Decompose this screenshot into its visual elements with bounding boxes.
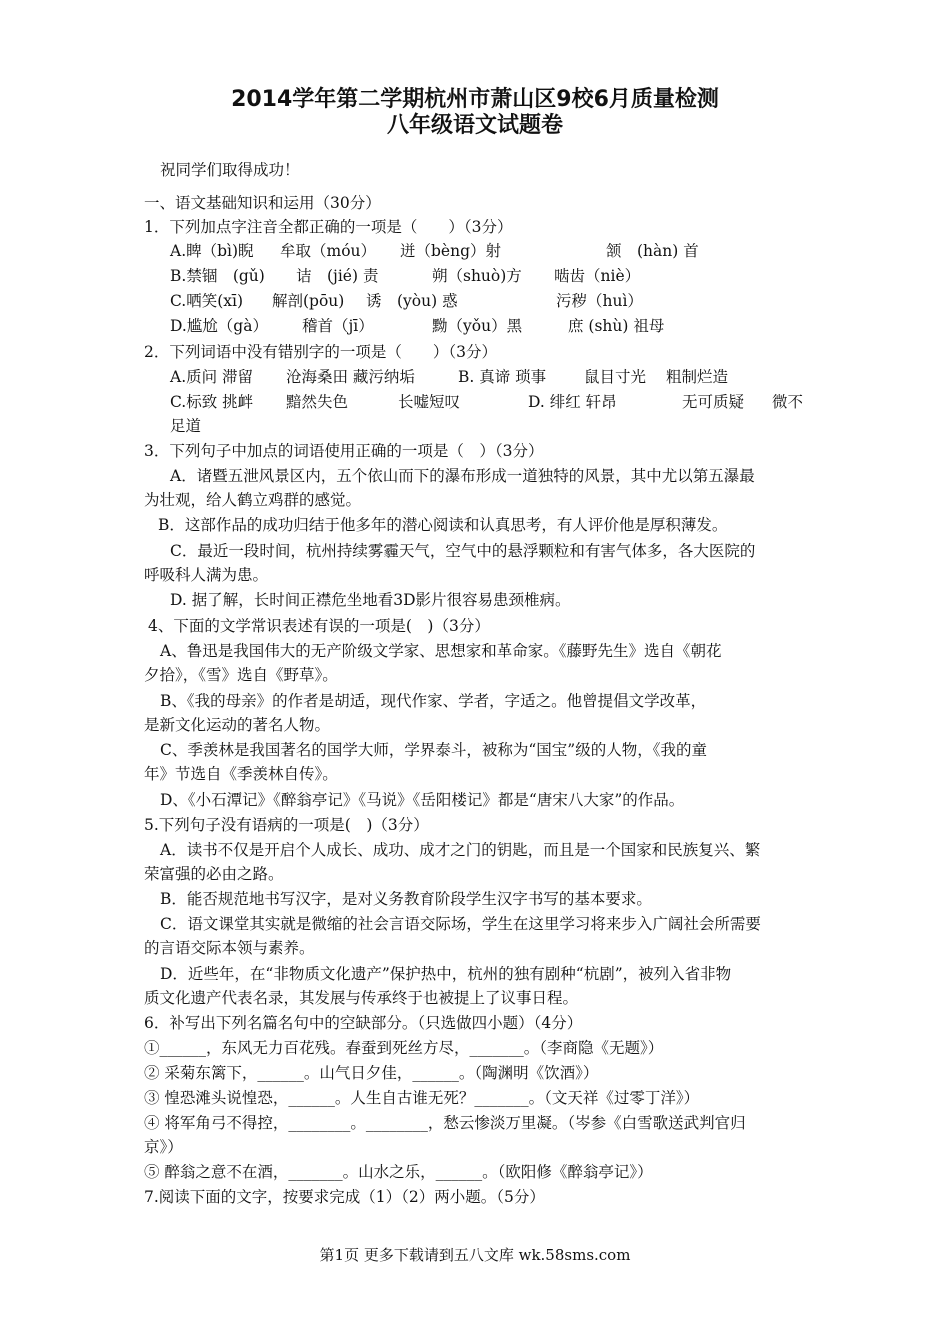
q5-d-line1: D．近些年，在“非物质文化遗产”保护热中，杭州的独有剧种“杭剧”，被列入省非物 <box>160 965 732 983</box>
q6-item-5: ⑤ 醉翁之意不在酒，_______。山水之乐，______。（欧阳修《醉翁亭记》） <box>144 1163 653 1181</box>
q1-d-1: D.尴尬（gà） <box>170 317 268 335</box>
q1-b-3: 朔（shuò)方 <box>432 267 522 285</box>
q6-item-4-line1: ④ 将军角弓不得控，________。________，愁云惨淡万里凝。（岑参《白雪歌送武判官归 <box>144 1114 746 1132</box>
q1-b-4: 啮齿（niè） <box>554 267 641 285</box>
q2-r2-1: C.标致 挑衅 <box>170 393 254 411</box>
q1-d-2: 稽首（jī） <box>302 317 374 335</box>
exam-title: 2014学年第二学期杭州市萧山区9校6月质量检测 <box>231 87 719 112</box>
q3-stem: 3．下列句子中加点的词语使用正确的一项是（ ）（3分） <box>144 442 544 460</box>
q2-r1-3: B. 真谛 琐事 <box>458 368 547 386</box>
q6-stem: 6．补写出下列名篇名句中的空缺部分。（只选做四小题）（4分） <box>144 1014 583 1032</box>
q4-stem: 4、下面的文学常识表述有误的一项是( )（3分） <box>148 617 490 635</box>
q6-item-4-line2: 京》） <box>144 1138 183 1156</box>
q2-r1-5: 粗制烂造 <box>666 368 729 386</box>
q2-r2-3: 长嘘短叹 <box>398 393 461 411</box>
q1-c-4: 污秽（huì） <box>556 292 643 310</box>
q1-d-3: 黝（yǒu）黑 <box>432 317 523 335</box>
q1-c-3: 诱 (yòu) 惑 <box>366 292 458 310</box>
q4-a-line1: A、鲁迅是我国伟大的无产阶级文学家、思想家和革命家。《藤野先生》选自《朝花 <box>160 642 722 660</box>
q5-d-line2: 质文化遗产代表名录，其发展与传承终于也被提上了议事日程。 <box>144 989 579 1007</box>
q3-a-line1: A．诸暨五泄风景区内，五个依山而下的瀑布形成一道独特的风景，其中尤以第五瀑最 <box>170 467 755 485</box>
q1-a-1: A.睥（bì)睨 <box>170 242 254 260</box>
q1-a-2: 牟取（móu） <box>280 242 377 260</box>
q3-d-line1: D. 据了解，长时间正襟危坐地看3D影片很容易患颈椎病。 <box>170 591 571 609</box>
q2-r1-4: 鼠目寸光 <box>584 368 647 386</box>
q1-b-2: 诘 (jié) 责 <box>296 267 379 285</box>
q2-r1-2: 沧海桑田 藏污纳垢 <box>286 368 415 386</box>
q6-item-1: ①______，东风无力百花残。春蚕到死丝方尽，_______。（李商隐《无题》） <box>144 1039 664 1057</box>
q1-stem: 1．下列加点字注音全都正确的一项是（ ）（3分） <box>144 218 513 236</box>
page-footer: 第1页 更多下载请到五八文库 wk.58sms.com <box>319 1246 631 1264</box>
section-heading: 一、语文基础知识和运用（30分） <box>144 194 381 212</box>
q1-a-3: 迸（bèng）射 <box>400 242 502 260</box>
q4-b-line2: 是新文化运动的著名人物。 <box>144 716 331 734</box>
q3-b-line1: B．这部作品的成功归结于他多年的潜心阅读和认真思考，有人评价他是厚积薄发。 <box>158 516 728 534</box>
q5-c-line1: C．语文课堂其实就是微缩的社会言语交际场，学生在这里学习将来步入广阔社会所需要 <box>160 915 761 933</box>
q4-d-line1: D、《小石潭记》《醉翁亭记》《马说》《岳阳楼记》都是“唐宋八大家”的作品。 <box>160 791 685 809</box>
q4-c-line2: 年》节选自《季羡林自传》。 <box>144 765 338 783</box>
q7-stem: 7.阅读下面的文字，按要求完成（1）（2）两小题。（5分） <box>144 1188 545 1206</box>
greeting: 祝同学们取得成功！ <box>160 161 300 179</box>
q5-a-line1: A．读书不仅是开启个人成长、成功、成才之门的钥匙，而且是一个国家和民族复兴、繁 <box>160 841 761 859</box>
q5-a-line2: 荣富强的必由之路。 <box>144 865 284 883</box>
q4-a-line2: 夕拾》，《雪》选自《野草》。 <box>144 666 338 684</box>
q2-r3: 足道 <box>170 417 202 435</box>
q2-r2-6: 微不 <box>772 393 804 411</box>
q1-c-2: 解剖(pōu) <box>272 292 345 310</box>
q6-item-2: ② 采菊东篱下，______。山气日夕佳，______。（陶渊明《饮酒》） <box>144 1064 599 1082</box>
q3-c-line2: 呼吸科人满为患。 <box>144 566 269 584</box>
q1-a-4: 颔 (hàn) 首 <box>606 242 699 260</box>
q2-r1-1: A.质问 滞留 <box>170 368 254 386</box>
q3-c-line1: C．最近一段时间，杭州持续雾霾天气，空气中的悬浮颗粒和有害气体多，各大医院的 <box>170 542 756 560</box>
q2-r2-5: 无可质疑 <box>682 393 745 411</box>
q1-c-1: C.哂笑(xī) <box>170 292 244 310</box>
exam-subtitle: 八年级语文试题卷 <box>386 113 563 138</box>
q4-c-line1: C、季羡林是我国著名的国学大师，学界泰斗，被称为“国宝”级的人物，《我的童 <box>160 741 707 759</box>
q1-b-1: B.禁锢 (gǔ) <box>170 267 265 285</box>
q5-b-line1: B．能否规范地书写汉字，是对义务教育阶段学生汉字书写的基本要求。 <box>160 890 652 908</box>
q1-d-4: 庶 (shù) 祖母 <box>568 317 665 335</box>
q5-stem: 5.下列句子没有语病的一项是( )（3分） <box>144 816 429 834</box>
q4-b-line1: B、《我的母亲》的作者是胡适，现代作家、学者，字适之。他曾提倡文学改革， <box>160 692 707 710</box>
q5-c-line2: 的言语交际本领与素养。 <box>144 939 315 957</box>
q3-a-line2: 为壮观，给人鹤立鸡群的感觉。 <box>144 491 362 509</box>
q2-r2-4: D. 绯红 轩昂 <box>528 393 617 411</box>
q2-r2-2: 黯然失色 <box>286 393 349 411</box>
q6-item-3: ③ 惶恐滩头说惶恐，______。人生自古谁无死？_______。（文天祥《过零丁洋》） <box>144 1089 700 1107</box>
q2-stem: 2．下列词语中没有错别字的一项是（ ）（3分） <box>144 343 497 361</box>
